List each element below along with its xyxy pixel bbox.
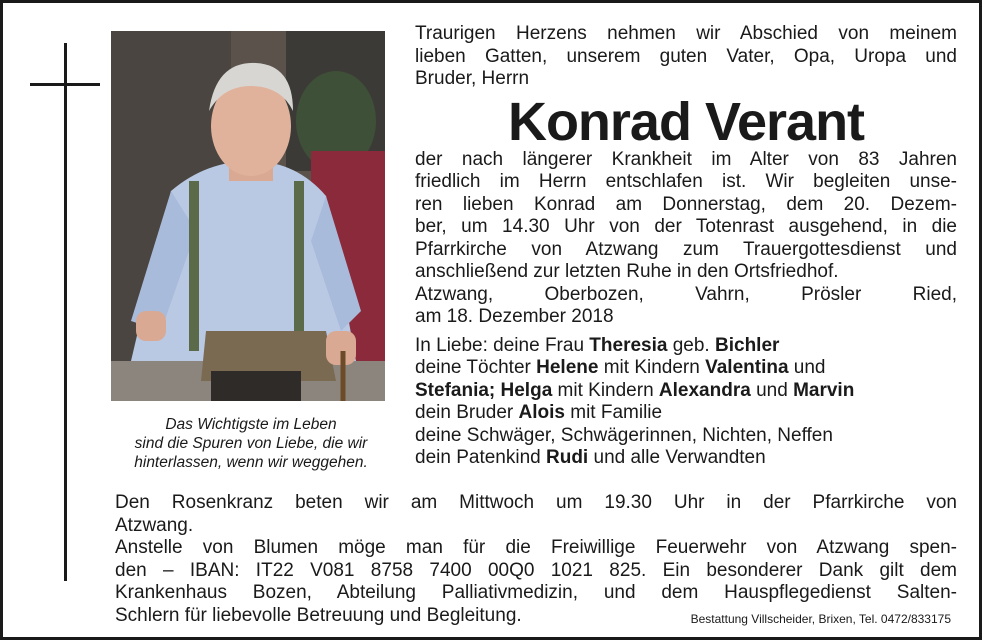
body-line: friedlich im Herrn entschlafen ist. Wir begleiten unse- [415,171,957,192]
deceased-name: Konrad Verant [507,91,865,152]
closing-notes [115,492,957,627]
quote-line: Das Wichtigste im Leben [165,416,337,433]
body-line: der nach längerer Krankheit im Alter von 83 Jahren [415,148,957,170]
intro-line: lieben Gatten, unserem guten Vater, Opa, Uropa und [415,45,957,67]
body-line: anschließend zur letzten Ruhe in den Ortsfriedhof. [415,261,839,282]
closing-line: Anstelle von Blumen möge man für die Freiwillige Feuerwehr von Atzwang spen- [115,537,957,558]
closing-line: Den Rosenkranz beten wir am Mittwoch um 19.30 Uhr in der Pfarrkirche von [115,492,957,513]
funeral-home-credit: Bestattung Villscheider, Brixen, Tel. 0472/833175 [690,612,951,626]
closing-line: Krankenhaus Bozen, Abteilung Palliativmedizin, und dem Hauspflegedienst Salten- [115,582,957,603]
portrait-photo [111,31,385,401]
family-line: dein Bruder Alois mit Familie [415,402,663,423]
family-line: dein Patenkind Rudi und alle Verwandten [415,447,766,468]
body-line: Pfarrkirche von Atzwang zum Trauergottesdienst und [415,238,957,260]
closing-line: Schlern für liebevolle Betreuung und Begleitung. [115,604,522,626]
quote-block [111,415,391,472]
quote-line: sind die Spuren von Liebe, die wir [134,435,368,452]
cross-icon-vertical [64,43,67,581]
family-line: deine Schwäger, Schwägerinnen, Nichten, Neffen [415,424,833,446]
announcement-column [415,23,957,470]
family-line: In Liebe: deine Frau Theresia geb. Bichler [415,334,780,356]
body-line: ber, um 14.30 Uhr von der Totenrast ausgehend, in die [415,216,957,237]
body-line: ren lieben Konrad am Donnerstag, dem 20. Dezem- [415,193,957,215]
portrait-illustration [111,31,385,401]
quote-line: hinterlassen, wenn wir weggehen. [134,454,368,471]
cross-icon-horizontal [30,83,100,86]
date-line: am 18. Dezember 2018 [415,306,614,327]
family-line: deine Töchter Helene mit Kindern Valentina und [415,357,826,378]
place-line: Atzwang, Oberbozen, Vahrn, Prösler Ried, [415,283,957,305]
family-line: Stefania; Helga mit Kindern Alexandra und Marvin [415,379,855,401]
closing-line: den – IBAN: IT22 V081 8758 7400 00Q0 1021 825. Ein besonderer Dank gilt dem [115,559,957,581]
closing-line: Atzwang. [115,514,194,536]
intro-line: Bruder, Herrn [415,68,530,89]
intro-line: Traurigen Herzens nehmen wir Abschied von meinem [415,23,957,44]
